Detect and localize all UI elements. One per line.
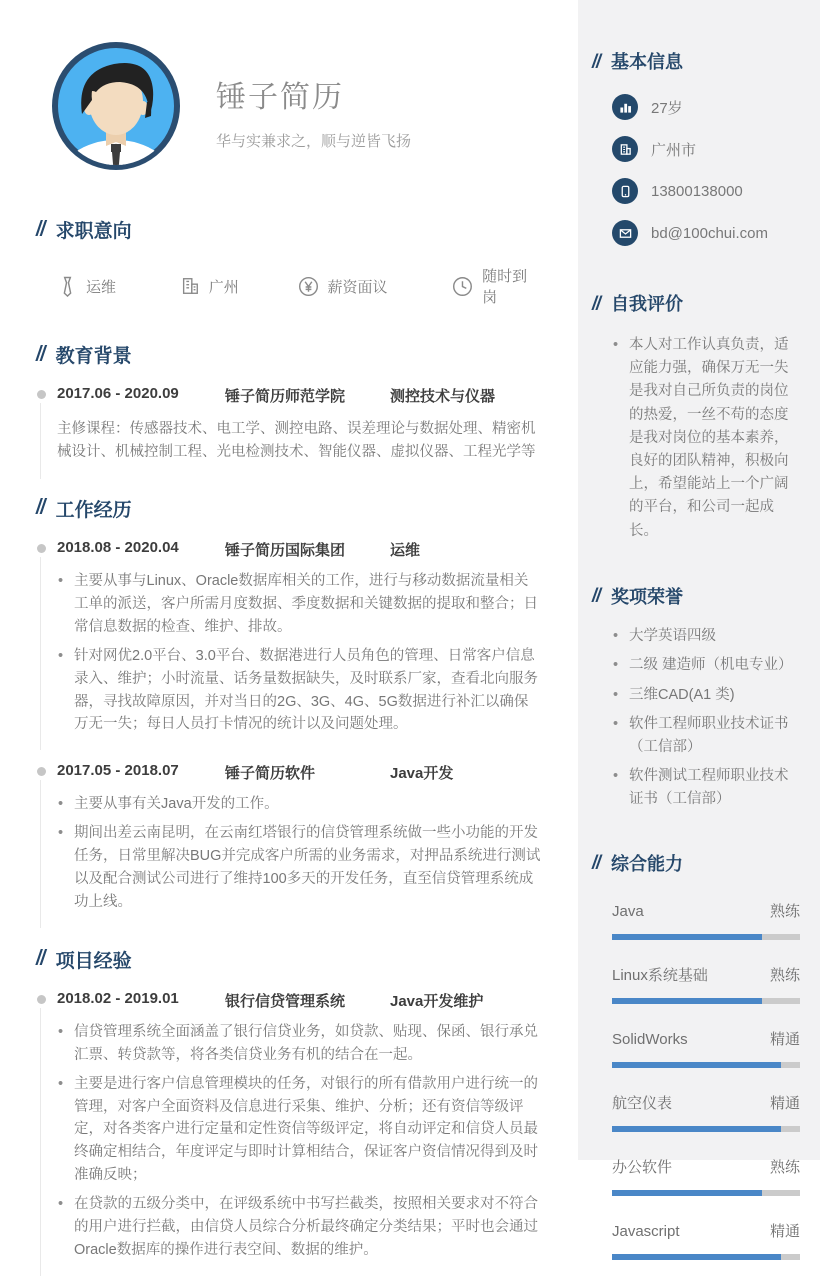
section-title-job-intent: // 求职意向 [36,217,132,242]
education-major: 测控技术与仪器 [390,388,496,405]
skill-bar [612,998,800,1004]
award-item: • 软件测试工程师职业技术证书（工信部） [612,765,800,810]
timeline-dot [37,544,46,553]
intent-city-label: 广州 [208,278,239,296]
section-awards [592,583,800,810]
info-age [612,94,800,120]
project-bullet: • 信贷管理系统全面涵盖了银行信贷业务，如贷款、贴现、保函、银行承兑汇票、转贷款等，将各类信贷业务有机的结合在一起。 [57,1021,542,1067]
work-company: 锤子简历软件 [225,765,316,783]
timeline-line [40,403,41,479]
work-role: Java开发 [390,765,454,783]
info-city [612,136,800,162]
section-education [36,341,542,465]
education-entry [36,385,542,465]
section-basic-info [592,48,800,246]
skill-bar [612,934,800,940]
job-intent-row [36,265,542,307]
section-skills [592,850,800,1260]
skill-bar [612,1254,800,1260]
section-title-skills: // 综合能力 [592,851,684,874]
info-phone [612,178,800,204]
project-role: Java开发维护 [390,992,484,1010]
intent-availability [452,265,542,307]
project-name: 银行信贷管理系统 [225,992,346,1010]
skill-bar [612,1190,800,1196]
award-item: • 大学英语四级 [612,625,800,647]
intent-salary [298,265,453,307]
section-title-work: // 工作经历 [36,496,132,521]
skill-solidworks: SolidWorks 精通 [612,1028,800,1068]
skill-linux: Linux系统基础 熟练 [612,964,800,1004]
tie-icon [58,276,77,297]
resume-header [36,0,542,170]
skill-bar [612,1062,800,1068]
intent-position [58,265,180,307]
project-bullet: • 主要是进行客户信息管理模块的任务，对银行的所有借款用户进行统一的管理，对客户全面资料及信息进行采集、维护、分析；还有资信等级评定，对各类客户进行定量和定性资信等级评定，将自动评定和信贷人员最终确定相结合，年度评定与即时计算相结合，保证客户资信情况得到及时准确反映； [57,1073,542,1188]
info-city-text: 广州市 [651,141,697,159]
sidebar [578,0,820,1240]
section-title-projects: // 项目经验 [36,947,132,972]
phone-icon [612,178,638,204]
education-period: 2017.06 - 2020.09 [57,385,179,402]
work-company: 锤子简历国际集团 [225,541,346,559]
resume-tagline: 华与实兼求之，顺与逆皆飞扬 [216,133,412,150]
project-period: 2018.02 - 2019.01 [57,989,179,1007]
section-job-intent [36,216,542,307]
info-email-text: bd@100chui.com [651,224,768,242]
timeline-line [40,780,41,928]
education-courses: 主修课程：传感器技术、电工学、测控电路、误差理论与数据处理、精密机械设计、机械控制工程、光电检测技术、智能仪器、虚拟仪器、工程光学等 [57,421,536,461]
skill-office-software: 办公软件 熟练 [612,1156,800,1196]
intent-salary-label: 薪资面议 [327,278,388,296]
section-title-awards: // 奖项荣誉 [592,584,684,607]
work-entry [36,762,542,914]
building-icon [180,276,200,296]
email-icon [612,220,638,246]
work-bullet: • 期间出差云南昆明，在云南红塔银行的信贷管理系统做一些小功能的开发任务，日常里解决BUG并完成客户所需的业务需求，对押品系统进行测试以及配合测试公司进行了维持100多天的开发任务，直至信贷管理系统成功上线。 [57,822,542,914]
timeline-dot [37,390,46,399]
section-work [36,495,542,914]
award-item: • 二级 建造师（机电专业） [612,654,800,676]
project-bullet: • 在贷款的五级分类中，在评级系统中书写拦截类，按照相关要求对不符合的用户进行拦截，由信贷人员综合分析最终确定分类结果；平时也会通过Oracle数据库的操作进行表空间、数据的维护。 [57,1193,542,1262]
section-title-basic-info: // 基本信息 [592,49,684,72]
info-email [612,220,800,246]
clock-icon [452,276,473,297]
resume-title: 锤子简历 [216,81,344,114]
info-age-text: 27岁 [651,99,683,117]
work-bullet: • 主要从事有关Java开发的工作。 [57,793,542,816]
timeline-line [40,1008,41,1276]
work-entry [36,539,542,736]
work-role: 运维 [390,541,421,559]
award-item: • 软件工程师职业技术证书（工信部） [612,713,800,758]
timeline-line [40,557,41,750]
skill-java: Java 熟练 [612,900,800,940]
info-phone-text: 13800138000 [651,182,743,200]
section-projects [36,946,542,1262]
education-school: 锤子简历师范学院 [225,388,346,405]
skill-bar [612,1126,800,1132]
slash-decoration: // [36,217,45,241]
section-title-self-evaluation: // 自我评价 [592,291,684,314]
skill-javascript: Javascript 精通 [612,1220,800,1260]
skill-aviation-instruments: 航空仪表 精通 [612,1092,800,1132]
self-evaluation-text: • 本人对工作认真负责，适应能力强，确保万无一失是我对自己所负责的岗位的热爱，一丝不苟的态度是我对岗位的基本素养，良好的团队精神，积极向上，希望能站上一个广阔的平台，和公司一起成长。 [612,334,800,543]
intent-availability-label: 随时到岗 [482,268,528,306]
award-item: • 三维CAD(A1 类) [612,684,800,706]
timeline-dot [37,767,46,776]
city-building-icon [612,136,638,162]
age-chart-icon [612,94,638,120]
avatar [52,42,180,170]
work-period: 2017.05 - 2018.07 [57,762,179,780]
intent-position-label: 运维 [86,278,117,296]
work-bullet: • 主要从事与Linux、Oracle数据库相关的工作，进行与移动数据流量相关工单的派送，客户所需月度数据、季度数据和关键数据的提取和整合；日常信息数据的检查、维护、排故。 [57,570,542,639]
work-bullet: • 针对网优2.0平台、3.0平台、数据港进行人员角色的管理、日常客户信息录入、维护；小时流量、话务量数据缺失，及时联系厂家，查看北向服务器，寻找故障原因，并对当日的2G、3G、4G、5G数据进行补汇以确保万无一失；每日人员打卡情况的统计以及问题处理。 [57,645,542,737]
section-self-evaluation [592,290,800,543]
project-entry [36,990,542,1262]
section-title-education: // 教育背景 [36,342,132,367]
timeline-dot [37,995,46,1004]
work-period: 2018.08 - 2020.04 [57,538,179,556]
yen-icon [298,276,319,297]
intent-city [180,265,298,307]
